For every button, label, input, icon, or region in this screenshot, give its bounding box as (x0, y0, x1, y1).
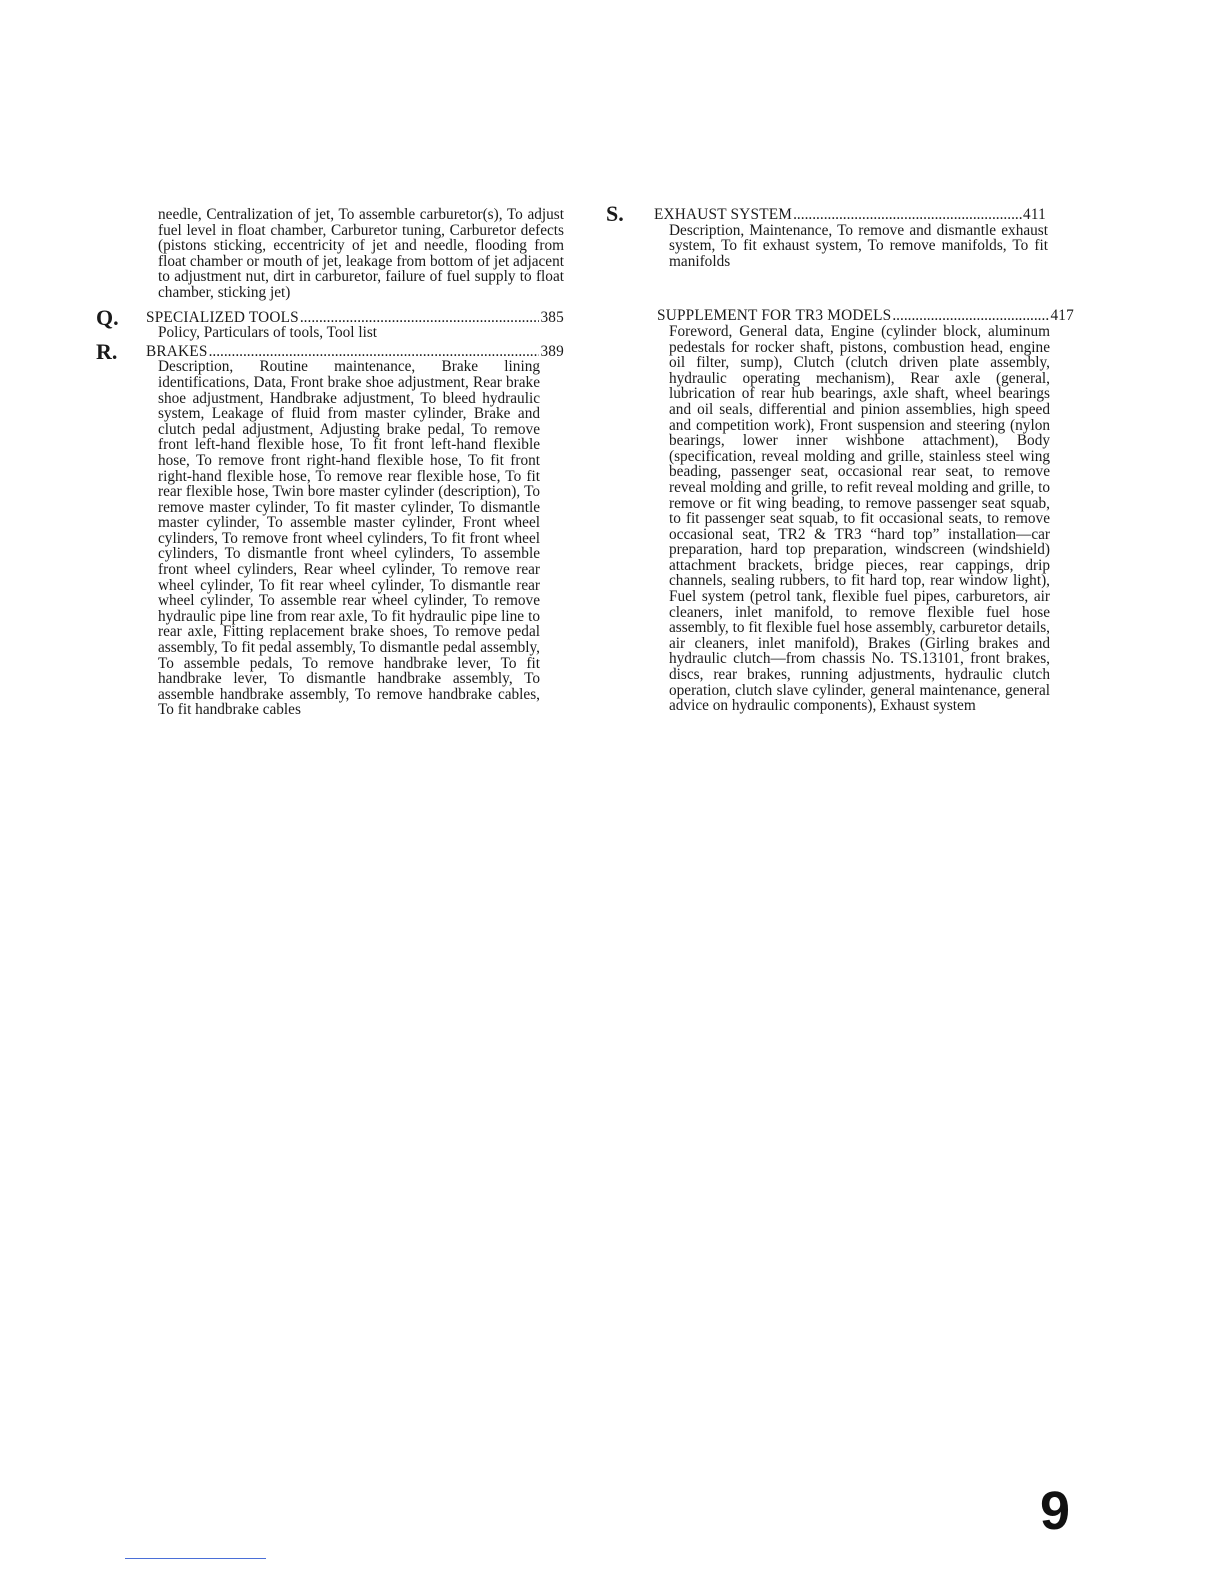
supplement-page: 417 (1050, 307, 1074, 325)
section-page: 389 (540, 342, 564, 360)
section-title: SPECIALIZED TOOLS (146, 308, 299, 326)
section-q (96, 304, 564, 342)
leader-dots (892, 308, 1049, 324)
section-s (606, 201, 1076, 270)
section-r (96, 338, 564, 719)
section-letter: Q. (96, 304, 119, 330)
leader-dots (300, 310, 540, 326)
page-number: 9 (1040, 1481, 1071, 1541)
section-description: Description, Routine maintenance, Brake lining identifications, Data, Front brake shoe adjustment, Rear brake shoe adjustment, Handbrake adjustment, To bleed hydraulic system, Leakage of fluid from master cylinder, Brake and clutch pedal adjustment, Adjusting brake pedal, To remove front left-hand flexible hose, To fit front left-hand flexible hose, To remove front right-hand flexible hose, To fit front right-hand flexible hose, To remove rear flexible hose, To fit rear flexible hose, Twin bore master cylinder (description), To remove master cylinder, To fit master cylinder, To dismantle master cylinder, To assemble master cylinder, Front wheel cylinders, To remove front wheel cylinders, To fit front wheel cylinders, To dismantle front wheel cylinders, To assemble front wheel cylinders, Rear wheel cylinder, To remove rear wheel cylinder, To fit rear wheel cylinder, To dismantle rear wheel cylinder, To assemble rear wheel cylinder, To remove hydraulic pipe line from rear axle, To fit hydraulic pipe line to rear axle, Fitting replacement brake shoes, To remove pedal assembly, To fit pedal assembly, To dismantle pedal assembly, To assemble pedals, To remove handbrake lever, To fit handbrake lever, To dismantle handbrake assembly, To assemble handbrake assembly, To remove handbrake cables, To fit handbrake cables (158, 358, 540, 719)
section-description: Policy, Particulars of tools, Tool list (158, 324, 378, 342)
supplement-heading (657, 308, 1074, 324)
right-column (606, 201, 1076, 715)
section-heading (146, 344, 564, 360)
supplement-tr3 (606, 308, 1076, 713)
leader-dots (793, 207, 1022, 223)
section-heading (654, 207, 1046, 223)
section-title: BRAKES (146, 342, 208, 360)
section-heading (146, 310, 564, 326)
leader-dots (209, 344, 540, 360)
section-title: EXHAUST SYSTEM (654, 206, 793, 223)
left-column (96, 207, 564, 718)
section-page: 385 (540, 308, 564, 326)
supplement-title: SUPPLEMENT FOR TR3 MODELS (657, 307, 892, 325)
section-page: 411 (1023, 206, 1046, 223)
supplement-description: Foreword, General data, Engine (cylinder block, aluminum pedestals for rocker shaft, pistons, combustion head, engine oil filter, sump), Clutch (clutch driven plate assembly, hydraulic operating mechanism), Rear axle (general, lubrication of rear hub bearings, axle shaft, wheel bearings and oil seals, differential and pinion assemblies, high speed and competition work), Front suspension and steering (nylon bearings, lower inner wishbone attachment), Body (specification, reveal molding and grille, stainless steel wing beading, passenger seat, occasional rear seat, to remove reveal molding and grille, to refit reveal molding and grille, to remove or fit wing beading, to remove passenger seat squab, to fit passenger seat squab, to fit occasional seats, to remove occasional seat, TR2 & TR3 “hard top” installation—car preparation, hard top preparation, windscreen (windshield) attachment brackets, bridge pieces, rear cappings, drip channels, sealing rubbers, to fit hard top, rear window light), Fuel system (petrol tank, flexible fuel pipes, carburetors, air cleaners, inlet manifold, to remove flexible fuel hose assembly, to fit flexible fuel hose assembly, carburetor details, air cleaners, inlet manifold), Brakes (Girling brakes and hydraulic clutch—from chassis No. TS.13101, front brakes, discs, rear brakes, running adjustments, hydraulic clutch operation, clutch slave cylinder, general maintenance, general advice on hydraulic components), Exhaust system (669, 322, 1050, 715)
section-description: Description, Maintenance, To remove and dismantle exhaust system, To fit exhaust system, To remove manifolds, To fit manifolds (669, 221, 1048, 270)
section-letter: R. (96, 338, 118, 364)
footer-rule (125, 1558, 266, 1559)
section-letter: S. (606, 201, 624, 226)
section-p-continuation: needle, Centralization of jet, To assemble carburetor(s), To adjust fuel level in float chamber, Carburetor tuning, Carburetor defects (pistons sticking, eccentricity of jet and needle, flooding from float chamber or mouth of jet, leakage from bottom of jet adjacent to adjustment nut, dirt in carburetor, failure of fuel supply to float chamber, sticking jet) (158, 206, 564, 301)
